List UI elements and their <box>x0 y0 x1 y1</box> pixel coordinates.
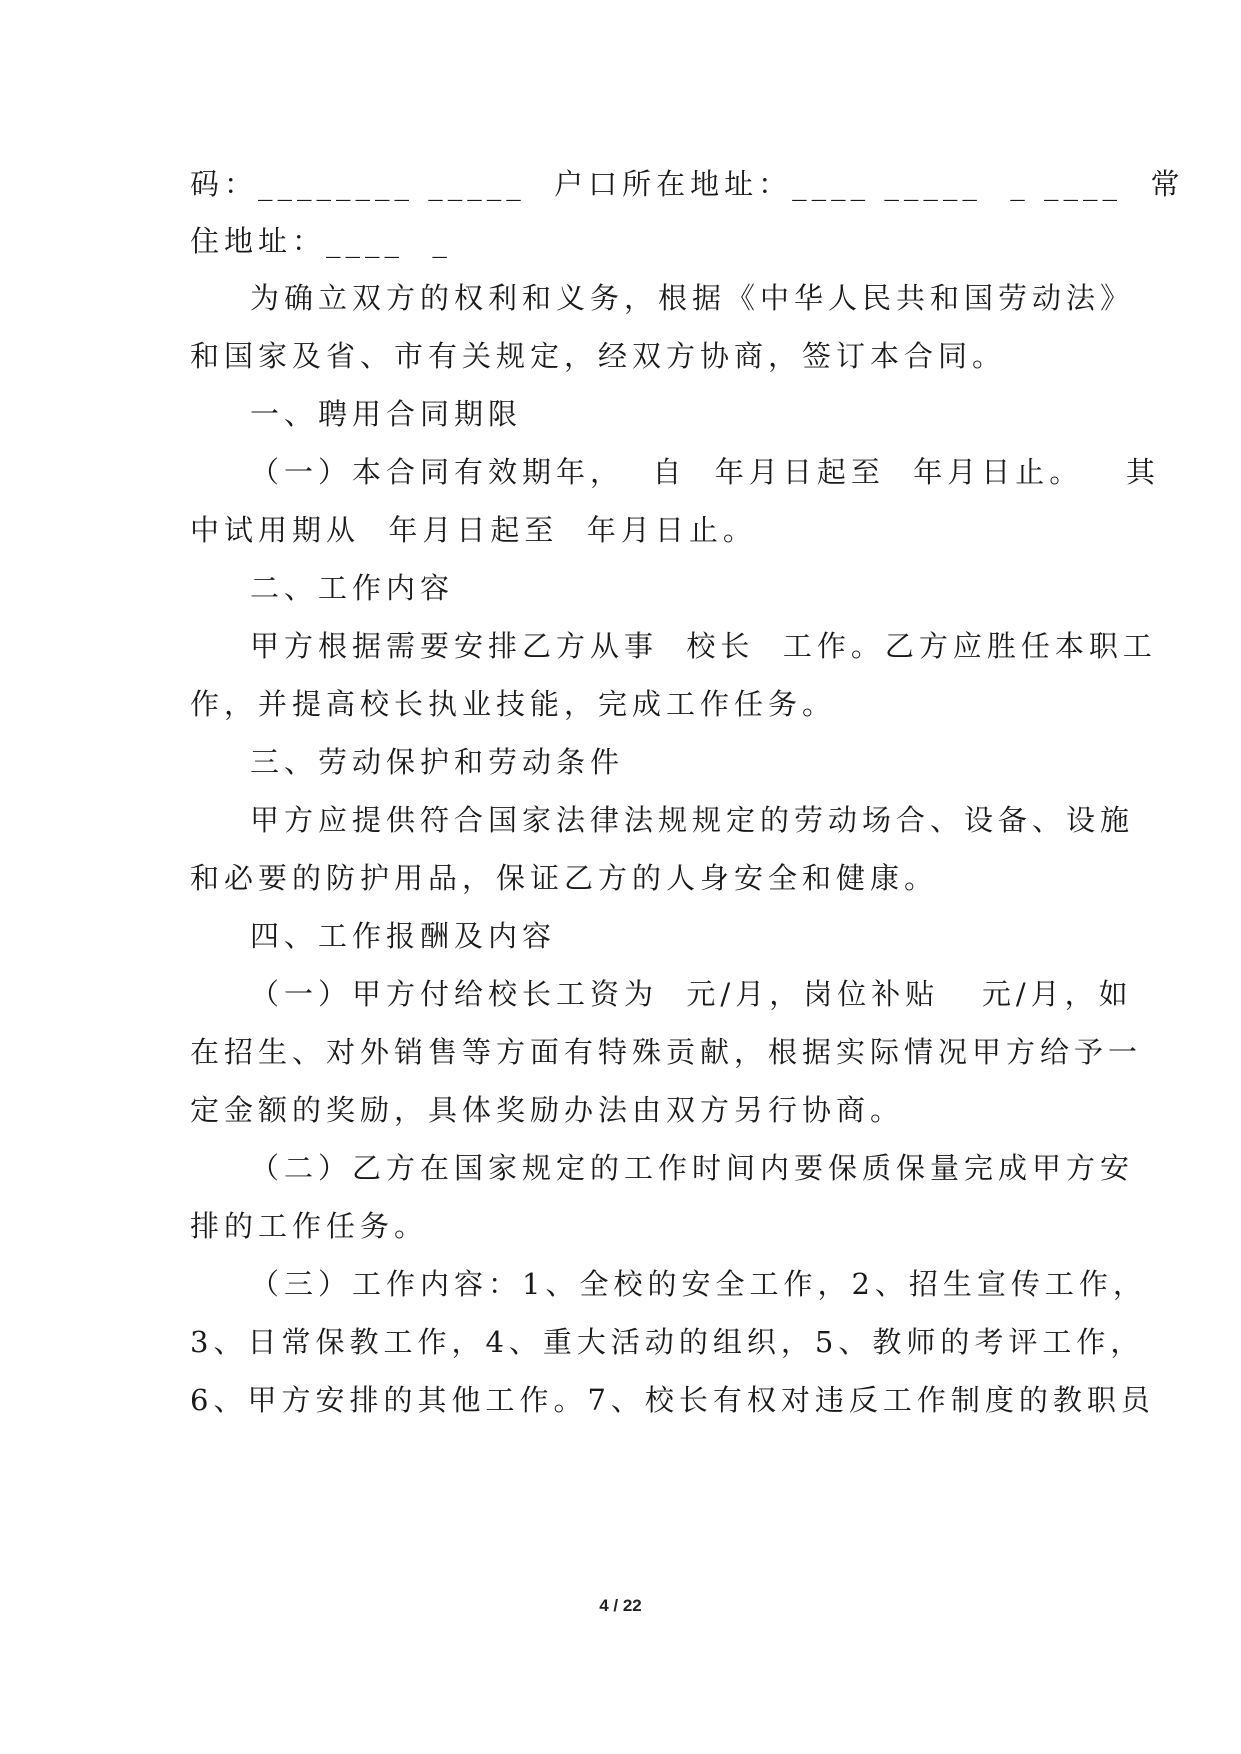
text-line: 为确立双方的权利和义务，根据《中华人民共和国劳动法》 <box>250 281 1135 315</box>
text-line: 排的工作任务。 <box>190 1209 429 1243</box>
text-line: （一）本合同有效期年， 自 年月日起至 年月日止。 其 <box>250 455 1160 489</box>
text-line: 甲方根据需要安排乙方从事 校长 工作。乙方应胜任本职工 <box>250 629 1157 663</box>
text-line: 和必要的防护用品，保证乙方的人身安全和健康。 <box>190 861 939 895</box>
text-line: 作，并提高校长执业技能，完成工作任务。 <box>190 687 837 721</box>
text-line: 中试用期从 年月日起至 年月日止。 <box>190 513 757 547</box>
text-line: （二）乙方在国家规定的工作时间内要保质保量完成甲方安 <box>250 1151 1135 1185</box>
text-line: 在招生、对外销售等方面有特殊贡献，根据实际情况甲方给予一 <box>190 1035 1143 1069</box>
text-line: （三）工作内容：1、全校的安全工作，2、招生宣传工作， <box>250 1267 1147 1301</box>
text-line: 码：________ _____ 户口所在地址：____ _____ _ ____ 常 <box>190 167 1185 201</box>
text-line: 住地址：____ _ <box>190 224 452 258</box>
text-line: 甲方应提供符合国家法律法规规定的劳动场合、设备、设施 <box>250 803 1135 837</box>
section-heading: 二、工作内容 <box>250 571 455 605</box>
page-number: 4 / 22 <box>599 1596 642 1615</box>
text-line: 3、日常保教工作，4、重大活动的组织，5、教师的考评工作， <box>190 1325 1145 1359</box>
text-line: 定金额的奖励，具体奖励办法由双方另行协商。 <box>190 1093 905 1127</box>
text-line: 和国家及省、市有关规定，经双方协商，签订本合同。 <box>190 339 1007 373</box>
section-heading: 三、劳动保护和劳动条件 <box>250 745 625 779</box>
section-heading: 四、工作报酬及内容 <box>250 919 557 953</box>
section-heading: 一、聘用合同期限 <box>250 397 523 431</box>
text-line: 6、甲方安排的其他工作。7、校长有权对违反工作制度的教职员 <box>190 1383 1155 1417</box>
text-line: （一）甲方付给校长工资为 元/月，岗位补贴 元/月，如 <box>250 977 1133 1011</box>
